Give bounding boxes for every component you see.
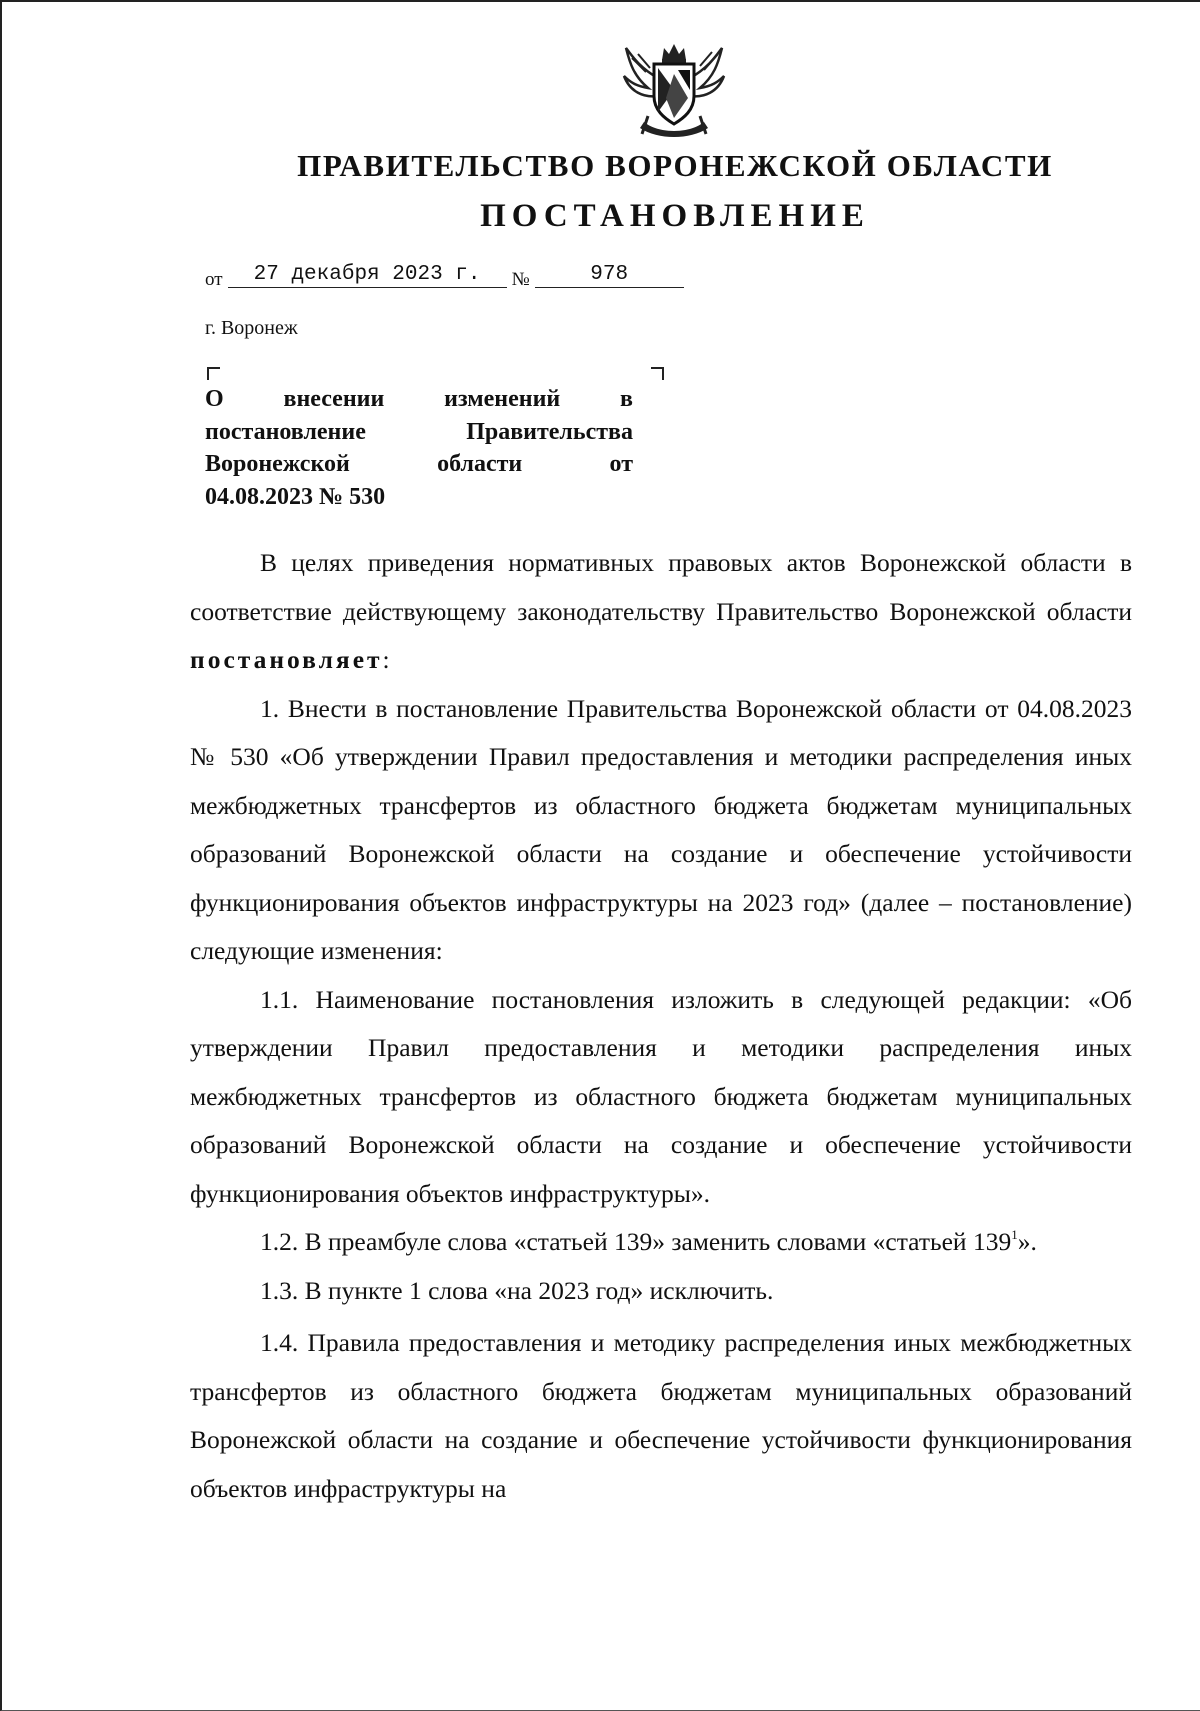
subject-line: 04.08.2023 № 530 bbox=[205, 483, 386, 510]
government-title: ПРАВИТЕЛЬСТВО ВОРОНЕЖСКОЙ ОБЛАСТИ bbox=[297, 148, 1053, 183]
subject-corner-right bbox=[651, 367, 664, 380]
city-name: г. Воронеж bbox=[205, 317, 298, 339]
item-1-3-paragraph: 1.3. В пункте 1 слова «на 2023 год» исключить. bbox=[260, 1275, 774, 1305]
item-1-1-paragraph: 1.1. Наименование постановления изложить в следующей редакции: «Об утверждении Правил предоставления и методики распределения иных межбюджетных трансфертов из областного бюджета бюджетам муниципальных образований Воронежской области на создание и обеспечение устойчивости функционирования объектов инфраструктуры». bbox=[190, 984, 1132, 1208]
document-number: 978 bbox=[535, 263, 684, 288]
document-body bbox=[190, 539, 1132, 1513]
subject-line: Воронежской области от bbox=[205, 451, 634, 477]
preamble-keyword: постановляет bbox=[190, 645, 383, 674]
item-1-paragraph: 1. Внести в постановление Правительства Воронежской области от 04.08.2023 № 530 «Об утверждении Правил предоставления и методики распределения иных межбюджетных трансфертов из областного бюджета бюджетам муниципальных образований Воронежской области на создание и обеспечение устойчивости функционирования объектов инфраструктуры на 2023 год» (далее – постановление) следующие изменения: bbox=[190, 693, 1132, 965]
date-prefix: от bbox=[205, 269, 223, 290]
document-date: 27 декабря 2023 г. bbox=[228, 263, 507, 288]
subject-line: постановление Правительства bbox=[205, 418, 633, 445]
document-subject bbox=[205, 383, 633, 513]
document-type-title: ПОСТАНОВЛЕНИЕ bbox=[480, 198, 870, 234]
voronezh-coat-of-arms-icon bbox=[618, 38, 730, 138]
item-1-4-paragraph: 1.4. Правила предоставления и методику распределения иных межбюджетных трансфертов из областного бюджета бюджетам муниципальных образований Воронежской области на создание и обеспечение устойчивости функционирования объектов инфраструктуры на bbox=[190, 1328, 1132, 1503]
subject-line: О внесении изменений в bbox=[205, 386, 634, 412]
number-prefix: № bbox=[511, 269, 530, 290]
subject-corner-left bbox=[207, 367, 220, 380]
date-number-line bbox=[205, 262, 684, 291]
item-1-2-paragraph: 1.2. В преамбуле слова «статьей 139» заменить словами «статьей $139^1$». bbox=[260, 1227, 1037, 1256]
preamble-paragraph: В целях приведения нормативных правовых актов Воронежской области в соответствие действующему законодательству Правительство Воронежской области постановляет: bbox=[190, 548, 1132, 674]
